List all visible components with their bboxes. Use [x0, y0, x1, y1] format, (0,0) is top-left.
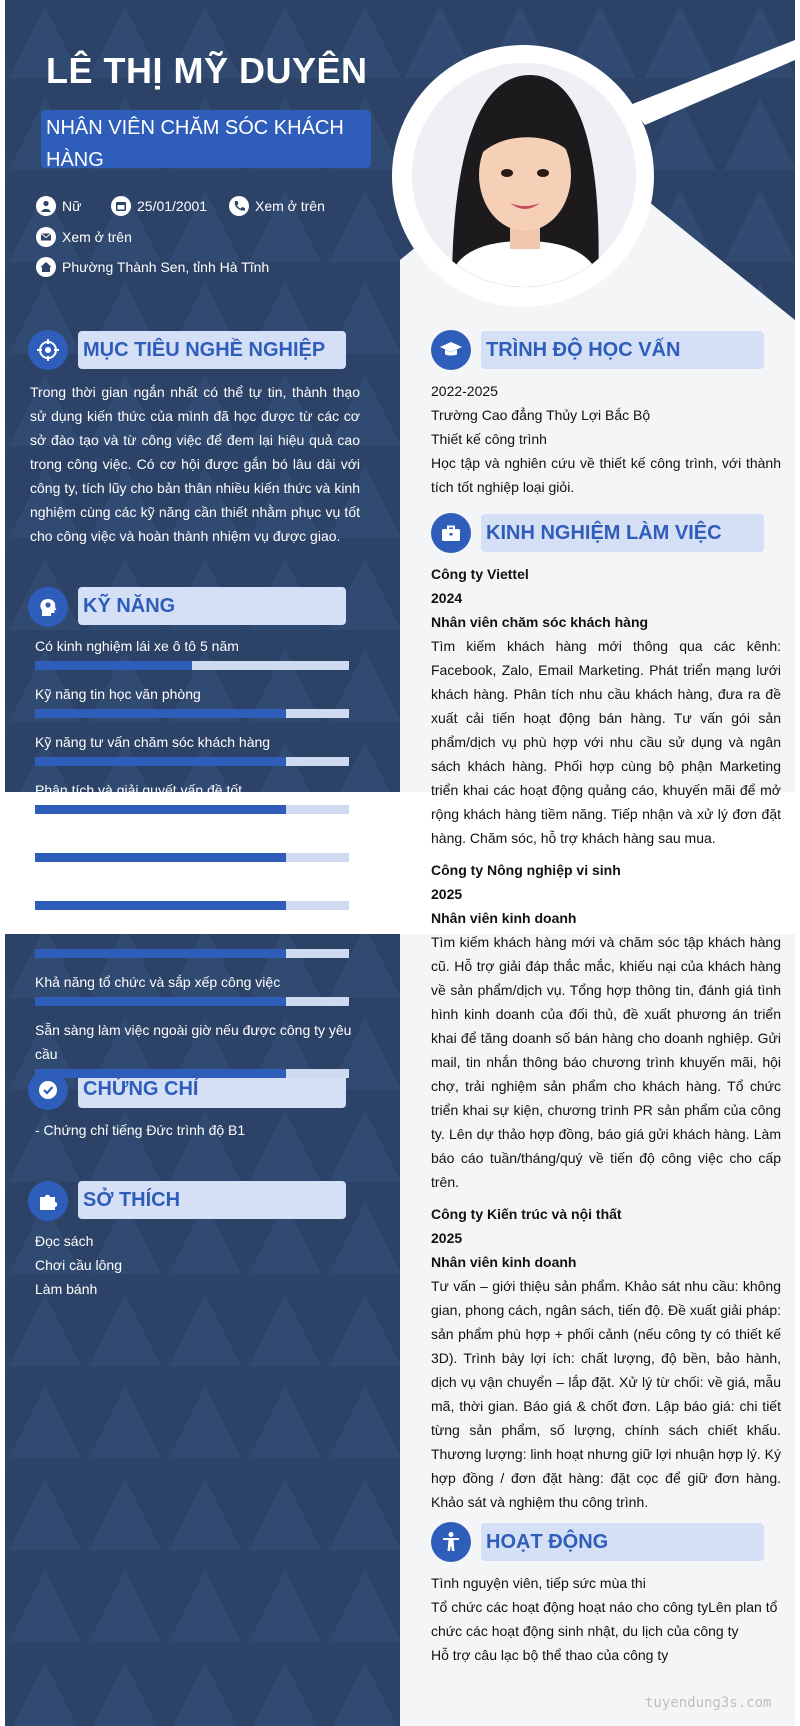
certificates-title: CHỨNG CHỈ [78, 1070, 346, 1108]
job-title: NHÂN VIÊN CHĂM SÓC KHÁCH HÀNG [46, 117, 344, 171]
hobbies-title: SỞ THÍCH [78, 1181, 346, 1219]
skill-level-fill [35, 853, 286, 862]
job-title-box [41, 110, 371, 171]
objective-title: MỤC TIÊU NGHỀ NGHIỆP [78, 331, 346, 369]
education-period: 2022-2025 [431, 383, 498, 399]
calendar-icon [111, 196, 131, 216]
watermark: tuyendung3s.com [645, 1695, 772, 1711]
skill-label: Phân tích và giải quyết vấn đề tốt [35, 782, 243, 798]
gender-value: Nữ [62, 198, 82, 214]
education-school: Trường Cao đẳng Thủy Lợi Bắc Bộ [431, 407, 651, 423]
skill-level-fill [35, 1069, 286, 1078]
job-year: 2025 [431, 886, 463, 902]
skill-level-fill [35, 757, 286, 766]
graduation-cap-icon [431, 330, 471, 370]
avatar [412, 63, 636, 287]
job-entry [431, 1202, 781, 1514]
activity-item: Tình nguyện viên, tiếp sức mùa thi [431, 1575, 646, 1591]
activities-title: HOẠT ĐỘNG [481, 1523, 764, 1561]
info-email [36, 227, 132, 247]
info-address [36, 257, 269, 277]
job-year: 2024 [431, 590, 463, 606]
email-value: Xem ở trên [62, 229, 132, 245]
hobby-item: Đọc sách [35, 1233, 94, 1249]
job-description: Tìm kiếm khách hàng mới thông qua các kênh: Facebook, Zalo, Email Marketing. Phát triển mạng lưới khách hàng. Phân tích nhu cầu khách hàng, đưa ra đề xuất cải tiến hoạt động bán hàng. Tư vấn gói sản phẩm/dịch vụ phù hợp với nhu cầu sử dụng và ngân sách khách hàng. Phối hợp cùng bộ phận Marketing triển khai các hoạt động quảng cáo, khuyến mãi để mở rộng khách hàng tiềm năng. Tiếp nhận và xử lý đơn đặt hàng. Chăm sóc, hỗ trợ khách hàng sau mua. [431, 638, 781, 846]
job-company: Công ty Nông nghiệp vi sinh [431, 862, 621, 878]
skill-level-bar [35, 805, 349, 814]
briefcase-icon [431, 513, 471, 553]
avatar-portrait [412, 63, 636, 287]
skill-label: Kỹ năng tư vấn chăm sóc khách hàng [35, 734, 271, 750]
skill-level-bar [35, 757, 349, 766]
education-description: Học tập và nghiên cứu về thiết kế công trình, với thành tích tốt nghiệp loại giỏi. [431, 455, 781, 495]
job-company: Công ty Viettel [431, 566, 529, 582]
job-position: Nhân viên chăm sóc khách hàng [431, 614, 649, 630]
skill-label: Kỹ năng tin học văn phòng [35, 686, 201, 702]
education-major: Thiết kế công trình [431, 431, 547, 447]
hobby-item: Chơi cầu lông [35, 1257, 123, 1273]
activity-item: Tổ chức các hoạt động hoạt náo cho công tyLên plan tổ chức các hoạt động sinh nhật, du lịch của công ty [431, 1599, 778, 1639]
info-birthdate [111, 196, 207, 216]
activity-item: Hỗ trợ câu lạc bộ thể thao của công ty [431, 1647, 669, 1663]
skill-level-bar [35, 949, 349, 958]
person-icon [36, 196, 56, 216]
skill-level-fill [35, 661, 192, 670]
skill-level-bar [35, 853, 349, 862]
cv-page [5, 0, 795, 1726]
skill-level-bar [35, 997, 349, 1006]
info-phone [229, 196, 325, 216]
job-description: Tư vấn – giới thiệu sản phẩm. Khảo sát nhu cầu: không gian, phong cách, ngân sách, tiến độ. Đề xuất giải pháp: sản phẩm phù hợp + phối cảnh (nếu công ty có thiết kế 3D). Trình bày lợi ích: chất lượng, độ bền, bảo hành, dịch vụ vận chuyển – lắp đặt. Xử lý từ chối: về giá, mẫu mã, thời gian. Báo giá & chốt đơn. Lập báo giá: chi tiết từng sản phẩm, số lượng, chính sách chiết khấu. Thương lượng: linh hoạt nhưng giữ lợi nhuận hợp lý. Ký hợp đồng / đơn đặt hàng: đặt cọc để giữ đơn hàng. Khảo sát và nghiệm thu công trình. [431, 1278, 781, 1510]
person-activity-icon [431, 1522, 471, 1562]
skill-level-bar [35, 901, 349, 910]
job-position: Nhân viên kinh doanh [431, 910, 577, 926]
brain-head-icon [28, 587, 68, 627]
job-position: Nhân viên kinh doanh [431, 1254, 577, 1270]
activities-list [431, 1571, 781, 1667]
skill-level-fill [35, 901, 286, 910]
job-company: Công ty Kiến trúc và nội thất [431, 1206, 622, 1222]
skill-level-bar [35, 1069, 349, 1078]
experience-title: KINH NGHIỆM LÀM VIỆC [481, 514, 764, 552]
address-value: Phường Thành Sen, tỉnh Hà Tĩnh [62, 259, 270, 275]
job-year: 2025 [431, 1230, 463, 1246]
education-title: TRÌNH ĐỘ HỌC VẤN [481, 331, 764, 369]
skill-label: Có kinh nghiệm lái xe ô tô 5 năm [35, 638, 239, 654]
job-description: Tìm kiếm khách hàng mới và chăm sóc tập khách hàng cũ. Hỗ trợ giải đáp thắc mắc, khiếu nại của khách hàng về sản phẩm/dịch vụ. Tổng hợp thông tin, đánh giá tình hình kinh doanh của đối thủ, đề xuất phương án triển khai để tăng doanh số bán hàng cho doanh nghiệp. Gửi mail, tin nhắn thông báo chương trình khuyến mãi, hội chợ, trải nghiệm sản phẩm cho khách hàng. Tổ chức triển khai sự kiện, chương trình PR sản phẩm của công ty. Lên dự thảo hợp đồng, báo giá gửi khách hàng. Làm báo cáo tuần/tháng/quý về tiến độ công việc cho cấp trên. [431, 934, 781, 1190]
experience-list [431, 562, 781, 1514]
candidate-name: LÊ THỊ MỸ DUYÊN [46, 50, 368, 91]
skill-level-bar [35, 709, 349, 718]
phone-icon [229, 196, 249, 216]
phone-value: Xem ở trên [255, 198, 325, 214]
job-entry [431, 858, 781, 1194]
skill-level-fill [35, 805, 286, 814]
skill-label: Sẵn sàng làm việc ngoài giờ nếu được công ty yêu cầu [35, 1022, 352, 1062]
info-gender [36, 196, 81, 216]
job-entry [431, 562, 781, 850]
hobby-item: Làm bánh [35, 1281, 98, 1297]
skill-level-fill [35, 997, 286, 1006]
objective-text: Trong thời gian ngắn nhất có thể tự tin, thành thạo sử dụng kiến thức của mình đã học được từ các cơ sở đào tạo và từ công việc để đem lại hiệu quả cao trong công việc. Có cơ hội được gắn bó lâu dài với công ty, tích lũy cho bản thân nhiều kiến thức và kinh nghiệm cùng các kỹ năng cần thiết nhằm phục vụ tốt cho công việc và hoàn thành nhiệm vụ được giao. [30, 384, 360, 544]
target-icon [28, 330, 68, 370]
skills-title: KỸ NĂNG [78, 587, 346, 625]
puzzle-icon [28, 1181, 68, 1221]
envelope-icon [36, 227, 56, 247]
skill-level-fill [35, 709, 286, 718]
skill-level-bar [35, 661, 349, 670]
birthdate-value: 25/01/2001 [137, 198, 208, 214]
certificate-item: - Chứng chỉ tiếng Đức trình độ B1 [35, 1122, 246, 1138]
skill-label: Khả năng tổ chức và sắp xếp công việc [35, 974, 281, 990]
education-details [431, 379, 781, 499]
skill-level-fill [35, 949, 286, 958]
home-icon [36, 257, 56, 277]
